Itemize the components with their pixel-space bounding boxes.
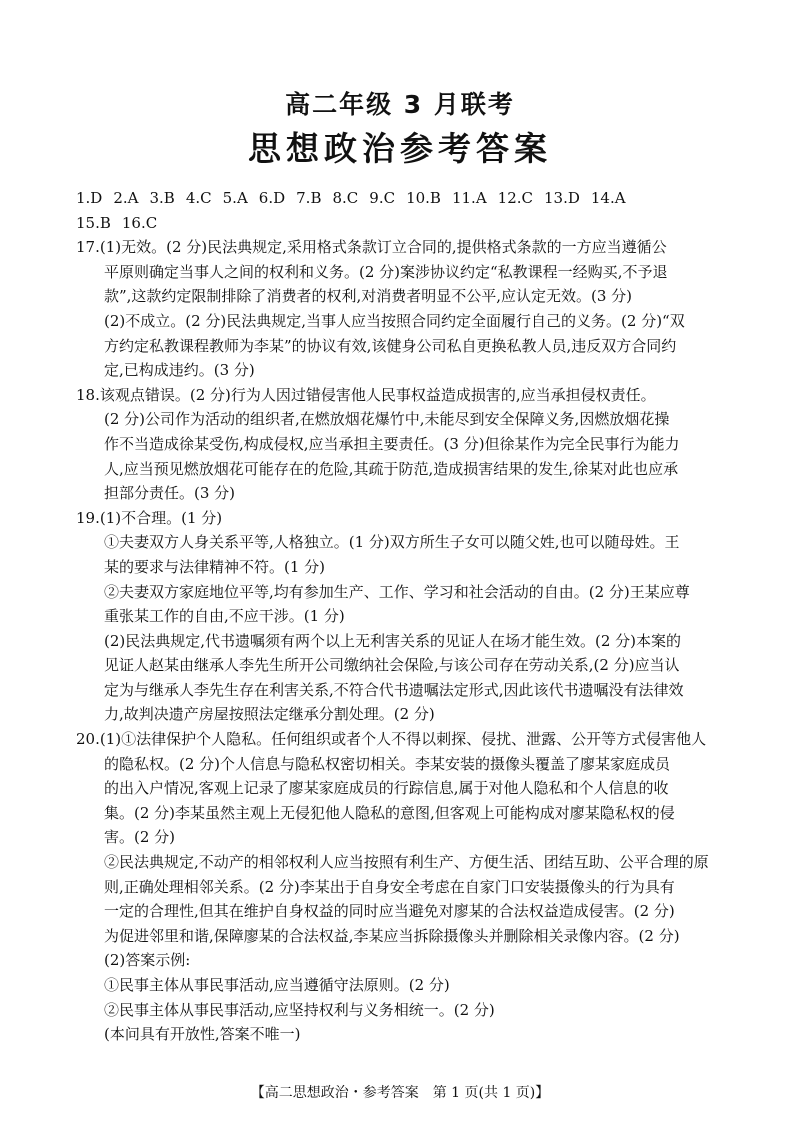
answer-line: 害。(2 分): [104, 828, 176, 847]
answer-line: ②民事主体从事民事活动,应坚持权利与义务相统一。(2 分): [104, 1000, 495, 1019]
answer-line: 方约定私教课程教师为李某”的协议有效,该健身公司私自更换私教人员,违反双方合同约: [104, 336, 677, 355]
mcq-answer: 11.A: [451, 189, 487, 207]
mcq-answer: 9.C: [369, 189, 396, 207]
mcq-answers-row-1: [76, 186, 732, 211]
question-18: [76, 383, 732, 506]
mcq-answer: 12.C: [497, 189, 533, 207]
answer-line: 力,故判决遗产房屋按照法定继承分割处理。(2 分): [104, 705, 435, 724]
answer-line: (本问具有开放性,答案不唯一): [104, 1025, 301, 1044]
answer-line: (2)答案示例:: [104, 951, 191, 970]
answer-line: 一定的合理性,但其在维护自身权益的同时应当避免对廖某的合法权益造成侵害。(2 分): [104, 902, 675, 921]
answer-line: 20.(1)①法律保护个人隐私。任何组织或者个人不得以刺探、侵扰、泄露、公开等方式侵害他人: [76, 730, 707, 749]
answer-line: 款”,这款约定限制排除了消费者的权利,对消费者明显不公平,应认定无效。(3 分): [104, 287, 632, 306]
answer-line: 为促进邻里和谐,保障廖某的合法权益,李某应当拆除摄像头并删除相关录像内容。(2 分): [104, 926, 680, 945]
answer-line: 作不当造成徐某受伤,构成侵权,应当承担主要责任。(3 分)但徐某作为完全民事行为能力: [104, 434, 680, 453]
answer-line: 某的要求与法律精神不符。(1 分): [104, 557, 326, 576]
mcq-answer: 2.A: [113, 189, 139, 207]
answer-line: 18.该观点错误。(2 分)行为人因过错侵害他人民事权益造成损害的,应当承担侵权责任。: [76, 385, 656, 404]
page-footer: 【高二思想政治・参考答案 第 1 页(共 1 页)】: [250, 1085, 550, 1101]
mcq-answers-row-2: [76, 211, 732, 236]
mcq-answer: 3.B: [149, 189, 175, 207]
mcq-answer: 4.C: [185, 189, 212, 207]
answer-line: (2)不成立。(2 分)民法典规定,当事人应当按照合同约定全面履行自己的义务。(2 分)“双: [104, 311, 685, 330]
answer-line: 集。(2 分)李某虽然主观上无侵犯他人隐私的意图,但客观上可能构成对廖某隐私权的侵: [104, 803, 675, 822]
question-19: [76, 506, 732, 727]
mcq-answer: 16.C: [121, 213, 158, 232]
answer-line: 重张某工作的自由,不应干涉。(1 分): [104, 607, 345, 626]
answer-line: ②民法典规定,不动产的相邻权利人应当按照有利生产、方便生活、团结互助、公平合理的原: [104, 853, 709, 872]
exam-title: 高二年级 3 月联考: [285, 90, 515, 119]
mcq-answer: 15.B: [76, 213, 111, 232]
answer-line: ①夫妻双方人身关系平等,人格独立。(1 分)双方所生子女可以随父姓,也可以随母姓。王: [104, 533, 680, 552]
answer-line: ①民事主体从事民事活动,应当遵循守法原则。(2 分): [104, 976, 450, 994]
answer-line: 定为与继承人李先生存在利害关系,不符合代书遗嘱法定形式,因此该代书遗嘱没有法律效: [104, 680, 684, 699]
mcq-answer: 10.B: [406, 189, 441, 207]
mcq-answer: 13.D: [544, 189, 580, 207]
answer-line: 19.(1)不合理。(1 分): [76, 508, 223, 527]
mcq-answer: 5.A: [222, 189, 248, 207]
mcq-answer: 7.B: [296, 189, 322, 207]
mcq-answer: 14.A: [590, 189, 626, 207]
answer-line: ②夫妻双方家庭地位平等,均有参加生产、工作、学习和社会活动的自由。(2 分)王某应尊: [104, 582, 690, 601]
answer-line: 见证人赵某由继承人李先生所开公司缴纳社会保险,与该公司存在劳动关系,(2 分)应当认: [104, 656, 680, 675]
answer-line: (2)民法典规定,代书遗嘱须有两个以上无利害关系的见证人在场才能生效。(2 分)本案的: [104, 631, 682, 650]
question-20: [76, 727, 732, 1047]
answer-content: [76, 186, 732, 1047]
answer-line: 担部分责任。(3 分): [104, 484, 236, 503]
answer-line: 的隐私权。(2 分)个人信息与隐私权密切相关。李某安装的摄像头覆盖了廖某家庭成员: [104, 754, 671, 773]
mcq-answer: 6.D: [258, 189, 286, 207]
question-17: [76, 235, 732, 383]
answer-line: (2 分)公司作为活动的组织者,在燃放烟花爆竹中,未能尽到安全保障义务,因燃放烟花操: [104, 410, 670, 429]
document-title: 思想政治参考答案: [248, 129, 552, 168]
mcq-answer: 8.C: [332, 189, 359, 207]
mcq-answer: 1.D: [76, 189, 103, 207]
answer-line: 人,应当预见燃放烟花可能存在的危险,其疏于防范,造成损害结果的发生,徐某对此也应承: [104, 459, 679, 478]
answer-line: 定,已构成违约。(3 分): [104, 361, 255, 380]
answer-line: 17.(1)无效。(2 分)民法典规定,采用格式条款订立合同的,提供格式条款的一方应当遵循公: [76, 238, 667, 257]
answer-line: 的出入户情况,客观上记录了廖某家庭成员的行踪信息,属于对他人隐私和个人信息的收: [104, 779, 669, 798]
answer-line: 平原则确定当事人之间的权利和义务。(2 分)案涉协议约定“私教课程一经购买,不予退: [104, 262, 668, 281]
answer-line: 则,正确处理相邻关系。(2 分)李某出于自身安全考虑在自家门口安装摄像头的行为具有: [104, 877, 675, 896]
